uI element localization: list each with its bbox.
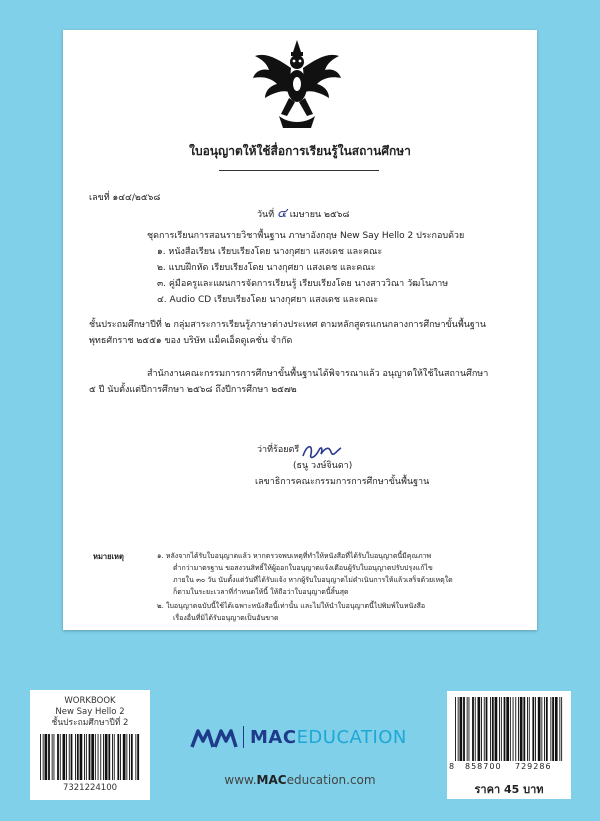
barcode-bar [538,697,541,761]
barcode-bar [535,697,536,761]
barcode-bar [492,697,494,761]
document-title: ใบอนุญาตให้ใช้สื่อการเรียนรู้ในสถานศึกษา [189,144,411,158]
list-item: ๑. หนังสือเรียน เรียบเรียงโดย นางกุศยา แสงเดช และคณะ [157,247,383,257]
barcode-bar [472,697,474,761]
paragraph-line: พุทธศักราช ๒๕๕๑ ของ บริษัท แม็คเอ็ดดูเคชั่น จำกัด [89,336,293,346]
workbook-line3: ชั้นประถมศึกษาปีที่ 2 [51,718,129,728]
workbook-barcode-number: 7321224100 [62,783,118,793]
website-prefix: www. [224,773,257,787]
barcode-bar [490,697,491,761]
brand-name-bold: MAC [250,727,297,748]
note-line: ก็ตามในระยะเวลาที่กำหนดให้นี้ ให้ถือว่าใบอนุญาตนี้สิ้นสุด [173,588,349,596]
license-number: เลขที่ ๑๔๔/๒๕๖๘ [89,193,161,203]
list-item: ๒. แบบฝึกหัด เรียบเรียงโดย นางกุศยา แสงเดช และคณะ [157,263,376,273]
barcode-bar [515,697,516,761]
barcode-bar [552,697,554,761]
barcode-bar [561,697,562,761]
license-date [257,208,349,221]
paragraph-line: สำนักงานคณะกรรมการการศึกษาขั้นพื้นฐานได้พิจารณาแล้ว อนุญาตให้ใช้ในสถานศึกษา [147,369,489,379]
paragraph-line: ๕ ปี นับตั้งแต่ปีการศึกษา ๒๕๖๘ ถึงปีการศึกษา ๒๕๗๒ [89,385,297,395]
barcode-bar [460,697,463,761]
barcode-icon [455,697,563,761]
barcode-bar [481,697,482,761]
signer-title: เลขาธิการคณะกรรมการการศึกษาขั้นพื้นฐาน [255,477,430,487]
barcode-bar [475,697,476,761]
barcode-bar [523,697,525,761]
logo-divider [243,726,244,748]
barcode-bar [499,697,500,761]
barcode-bar [527,697,528,761]
website-bold: MAC [256,773,287,787]
isbn-group-1: 858700 [465,762,502,771]
barcode-bar [520,697,523,761]
barcode-bar [484,697,485,761]
barcode-bar [532,697,534,761]
brand-name [250,727,407,748]
barcode-bar [529,697,530,761]
brand-name-rest: EDUCATION [296,727,407,748]
barcode-bar [478,697,481,761]
paragraph-line: ชั้นประถมศึกษาปีที่ ๒ กลุ่มสาระการเรียนรู้ภาษาต่างประเทศ ตามหลักสูตรแกนกลางการศึกษาขั้นพื้นฐาน [89,320,487,330]
title-underline [219,170,379,171]
barcode-bar [469,697,470,761]
barcode-bar [501,697,502,761]
isbn-lead-digit: 8 [449,762,455,771]
barcode-bar [506,697,509,761]
signer-rank: ว่าที่ร้อยตรี [257,445,300,455]
note-line: ๒. ใบอนุญาตฉบับนี้ใช้ได้เฉพาะหนังสือนี้เท่านั้น และไม่ให้นำใบอนุญาตนี้ไปพิมพ์ในหนังสือ [157,602,426,610]
barcode-bar [541,697,542,761]
note-label: หมายเหตุ [93,552,124,561]
license-document [63,30,537,630]
workbook-line1: WORKBOOK [64,696,116,706]
workbook-line2: New Say Hello 2 [55,707,125,717]
date-day-handwritten: ๔ [277,206,287,221]
signer-name: (ธนู วงษ์จินดา) [293,461,353,471]
mac-logo-icon [190,727,238,749]
garuda-emblem-icon [249,38,345,130]
note-line: ๑. หลังจากได้รับใบอนุญาตแล้ว หากตรวจพบเหตุที่ทำให้หนังสือที่ได้รับใบอนุญาตนี้มีคุณภาพ [157,552,432,560]
isbn-group-2: 729286 [515,762,552,771]
list-item: ๔. Audio CD เรียบเรียงโดย นางกุศยา แสงเดช และคณะ [157,295,379,305]
barcode-bar [518,697,519,761]
barcode-bar [486,697,488,761]
barcode-bar [550,697,551,761]
barcode-bar [546,697,548,761]
website-rest: education.com [286,773,376,787]
isbn-box [447,691,571,799]
list-item: ๓. คู่มือครูและแผนการจัดการเรียนรู้ เรียบเรียงโดย นางสาววิณา วัฒโนภาษ [157,279,449,289]
barcode-bar [544,697,545,761]
barcode-bar [559,697,560,761]
intro-text: ชุดการเรียนการสอนรายวิชาพื้นฐาน ภาษาอังกฤษ New Say Hello 2 ประกอบด้วย [147,231,465,241]
barcode-bar [555,697,558,761]
date-month-year: เมษายน ๒๕๖๘ [289,210,350,220]
barcode-bar [463,697,465,761]
note-line: เรื่องอื่นที่มิได้รับอนุญาตเป็นอันขาด [173,614,279,622]
price-label: ราคา 45 บาท [474,783,544,796]
note-line: ภายใน ๓๐ วัน นับตั้งแต่วันที่ได้รับแจ้ง หากผู้รับใบอนุญาตไม่ดำเนินการให้แล้วเสร็จด้วยเหตุใด [173,576,453,584]
note-line: ต่ำกว่ามาตรฐาน ขอสงวนสิทธิ์ให้ผู้ออกใบอนุญาตแจ้งเตือนผู้รับใบอนุญาตปรับปรุงแก้ไข [173,564,433,572]
barcode-bar [510,697,511,761]
mac-education-logo [190,724,420,752]
barcode-bar [513,697,514,761]
barcode-bar [504,697,506,761]
barcode-bar [455,697,456,761]
barcode-bar [458,697,459,761]
barcode-bar [495,697,498,761]
date-prefix: วันที่ [257,210,275,220]
barcode-bar [467,697,468,761]
